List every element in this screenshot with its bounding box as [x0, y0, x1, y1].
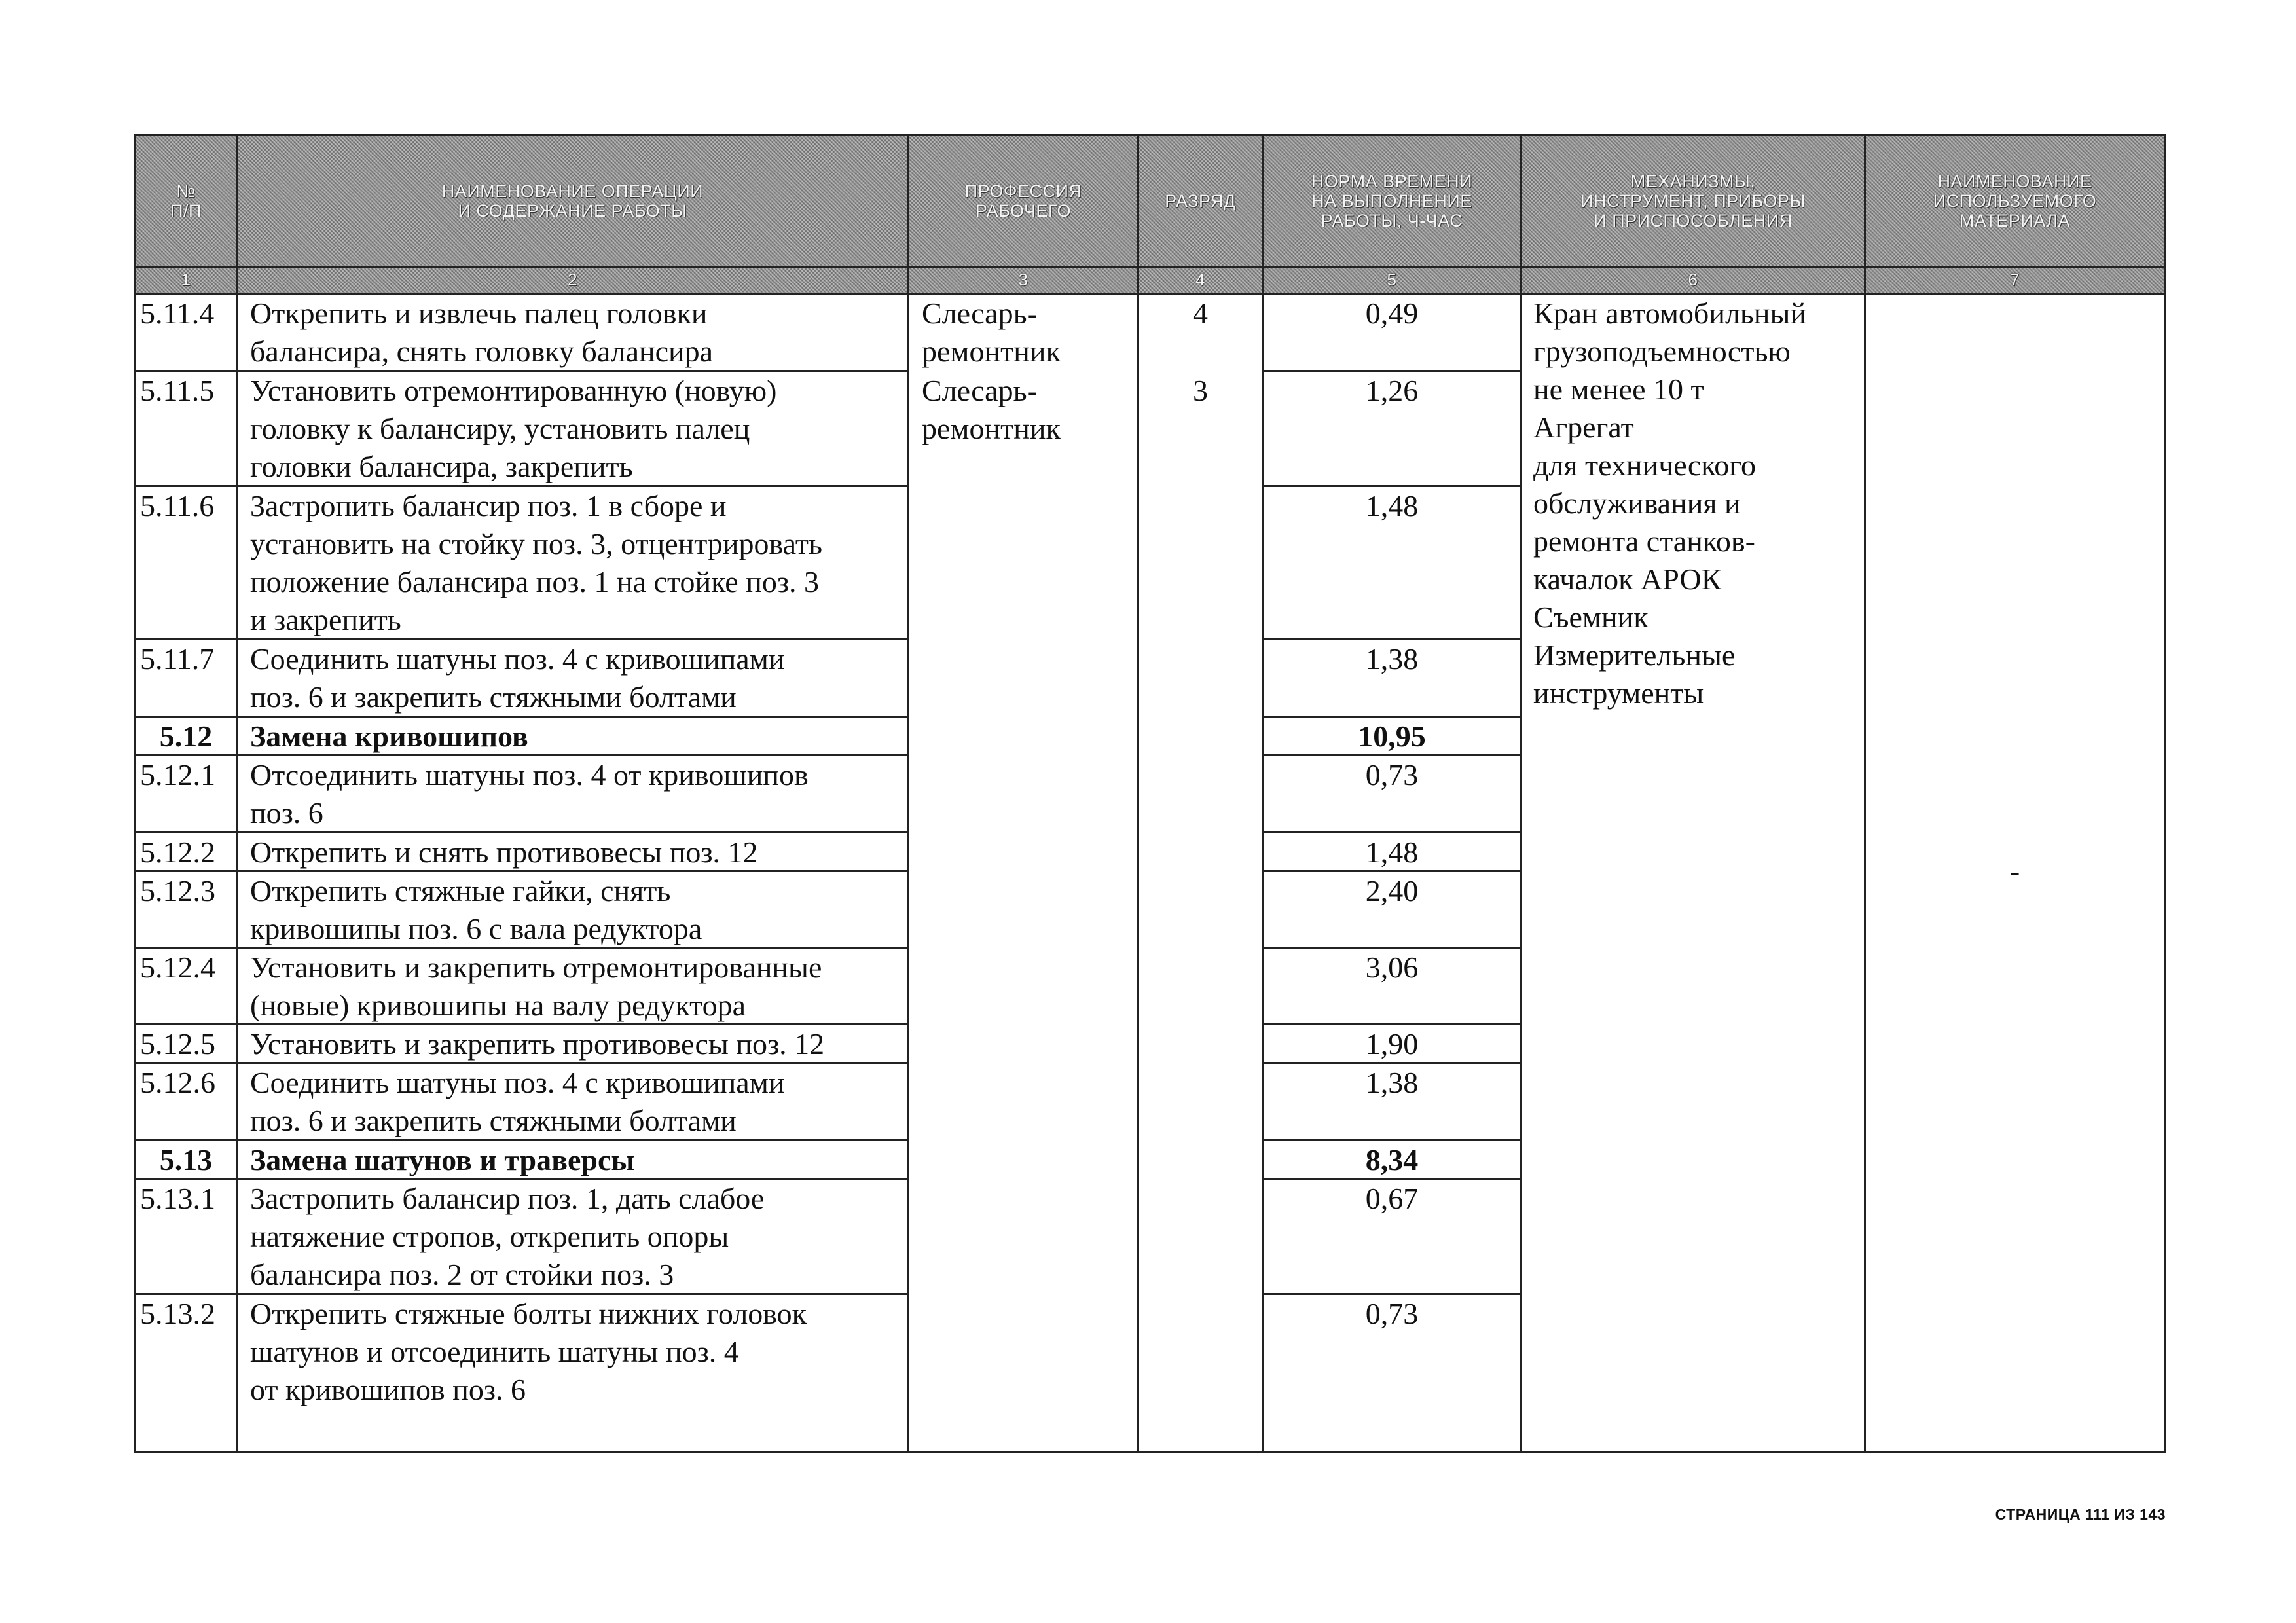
- section-norm: 10,95: [1358, 720, 1426, 753]
- header-col-material: НАИМЕНОВАНИЕ ИСПОЛЬЗУЕМОГО МАТЕРИАЛА: [1866, 136, 2164, 266]
- row-operation-text: Отсоединить шатуны поз. 4 от кривошипов поз. 6: [250, 758, 809, 830]
- col-line-5: [1520, 134, 1522, 1453]
- row-norm: 0,73: [1365, 1297, 1419, 1330]
- row-norm: 1,48: [1365, 835, 1419, 869]
- row-profession: Слесарь- ремонтник: [922, 297, 1061, 368]
- row-number: 5.13.2: [140, 1297, 215, 1330]
- header-number-2: 2: [238, 268, 907, 293]
- row-grade: 3: [1193, 374, 1208, 407]
- row-number: 5.12.3: [140, 874, 215, 907]
- row-grade: 4: [1193, 297, 1208, 330]
- row-norm: 2,40: [1365, 874, 1419, 907]
- header-divider: [134, 266, 2166, 268]
- row-operation-text: Застропить балансир поз. 1, дать слабое натяжение стропов, открепить опоры балансира поз. 2 от стойки поз. 3: [250, 1182, 765, 1291]
- section-number: 5.12: [159, 720, 213, 753]
- row-number: 5.12.6: [140, 1066, 215, 1099]
- row-norm: 1,38: [1365, 1066, 1419, 1099]
- row-operation-text: Установить и закрепить противовесы поз. 12: [250, 1027, 825, 1061]
- row-operation-text: Открепить и извлечь палец головки балансира, снять головку балансира: [250, 297, 714, 368]
- row-norm: 1,38: [1365, 642, 1419, 676]
- col-line-1: [236, 134, 238, 1453]
- row-operation-text: Установить отремонтированную (новую) головку к балансиру, установить палец головки балансира, закрепить: [250, 374, 777, 483]
- row-norm: 1,48: [1365, 489, 1419, 522]
- row-operation-text: Открепить стяжные гайки, снять кривошипы поз. 6 с вала редуктора: [250, 874, 702, 945]
- material-value: -: [2009, 854, 2020, 888]
- row-number: 5.11.4: [140, 297, 215, 330]
- row-number: 5.12.1: [140, 758, 215, 792]
- row-number: 5.13.1: [140, 1182, 215, 1215]
- section-norm: 8,34: [1365, 1143, 1419, 1176]
- header-number-6: 6: [1522, 268, 1864, 293]
- header-number-5: 5: [1264, 268, 1520, 293]
- header-col-profession: ПРОФЕССИЯ РАБОЧЕГО: [909, 136, 1137, 266]
- header-col-time-norm: НОРМА ВРЕМЕНИ НА ВЫПОЛНЕНИЕ РАБОТЫ, Ч-ЧАС: [1264, 136, 1520, 266]
- row-number: 5.11.6: [140, 489, 215, 522]
- col-line-6: [1864, 134, 1866, 1453]
- header-number-7: 7: [1866, 268, 2164, 293]
- header-col-number: № П/П: [136, 136, 236, 266]
- header-col-grade: РАЗРЯД: [1139, 136, 1262, 266]
- row-number: 5.12.2: [140, 835, 215, 869]
- mechanisms-list: Кран автомобильный грузоподъемностью не менее 10 т Агрегат для технического обслуживания и ремонта станков- качалок АРОК Съемник Измерительные инструменты: [1533, 297, 1807, 710]
- row-operation-text: Установить и закрепить отремонтированные (новые) кривошипы на валу редуктора: [250, 951, 822, 1022]
- row-number: 5.11.7: [140, 642, 215, 676]
- section-title: Замена шатунов и траверсы: [250, 1143, 635, 1176]
- row-norm: 0,73: [1365, 758, 1419, 792]
- row-norm: 1,26: [1365, 374, 1419, 407]
- row-operation-text: Соединить шатуны поз. 4 с кривошипами поз. 6 и закрепить стяжными болтами: [250, 642, 785, 714]
- row-operation-text: Открепить стяжные болты нижних головок шатунов и отсоединить шатуны поз. 4 от кривошипов поз. 6: [250, 1297, 807, 1406]
- row-norm: 0,67: [1365, 1182, 1419, 1215]
- header-number-3: 3: [909, 268, 1137, 293]
- row-number: 5.12.4: [140, 951, 215, 984]
- page-counter: СТРАНИЦА 111 ИЗ 143: [1995, 1506, 2166, 1523]
- row-number: 5.11.5: [140, 374, 215, 407]
- row-number: 5.12.5: [140, 1027, 215, 1061]
- header-number-4: 4: [1139, 268, 1262, 293]
- header-col-operation: НАИМЕНОВАНИЕ ОПЕРАЦИИ И СОДЕРЖАНИЕ РАБОТЫ: [238, 136, 907, 266]
- col-line-2: [907, 134, 909, 1453]
- row-operation-text: Застропить балансир поз. 1 в сборе и установить на стойку поз. 3, отцентрировать положение балансира поз. 1 на стойке поз. 3 и закрепить: [250, 489, 822, 636]
- section-title: Замена кривошипов: [250, 720, 528, 753]
- row-norm: 3,06: [1365, 951, 1419, 984]
- row-operation-text: Открепить и снять противовесы поз. 12: [250, 835, 758, 869]
- header-number-1: 1: [136, 268, 236, 293]
- row-norm: 1,90: [1365, 1027, 1419, 1061]
- row-profession: Слесарь- ремонтник: [922, 374, 1061, 445]
- row-operation-text: Соединить шатуны поз. 4 с кривошипами поз. 6 и закрепить стяжными болтами: [250, 1066, 785, 1137]
- section-number: 5.13: [159, 1143, 213, 1176]
- row-norm: 0,49: [1365, 297, 1419, 330]
- header-col-mechanisms: МЕХАНИЗМЫ, ИНСТРУМЕНТ, ПРИБОРЫ И ПРИСПОСОБЛЕНИЯ: [1522, 136, 1864, 266]
